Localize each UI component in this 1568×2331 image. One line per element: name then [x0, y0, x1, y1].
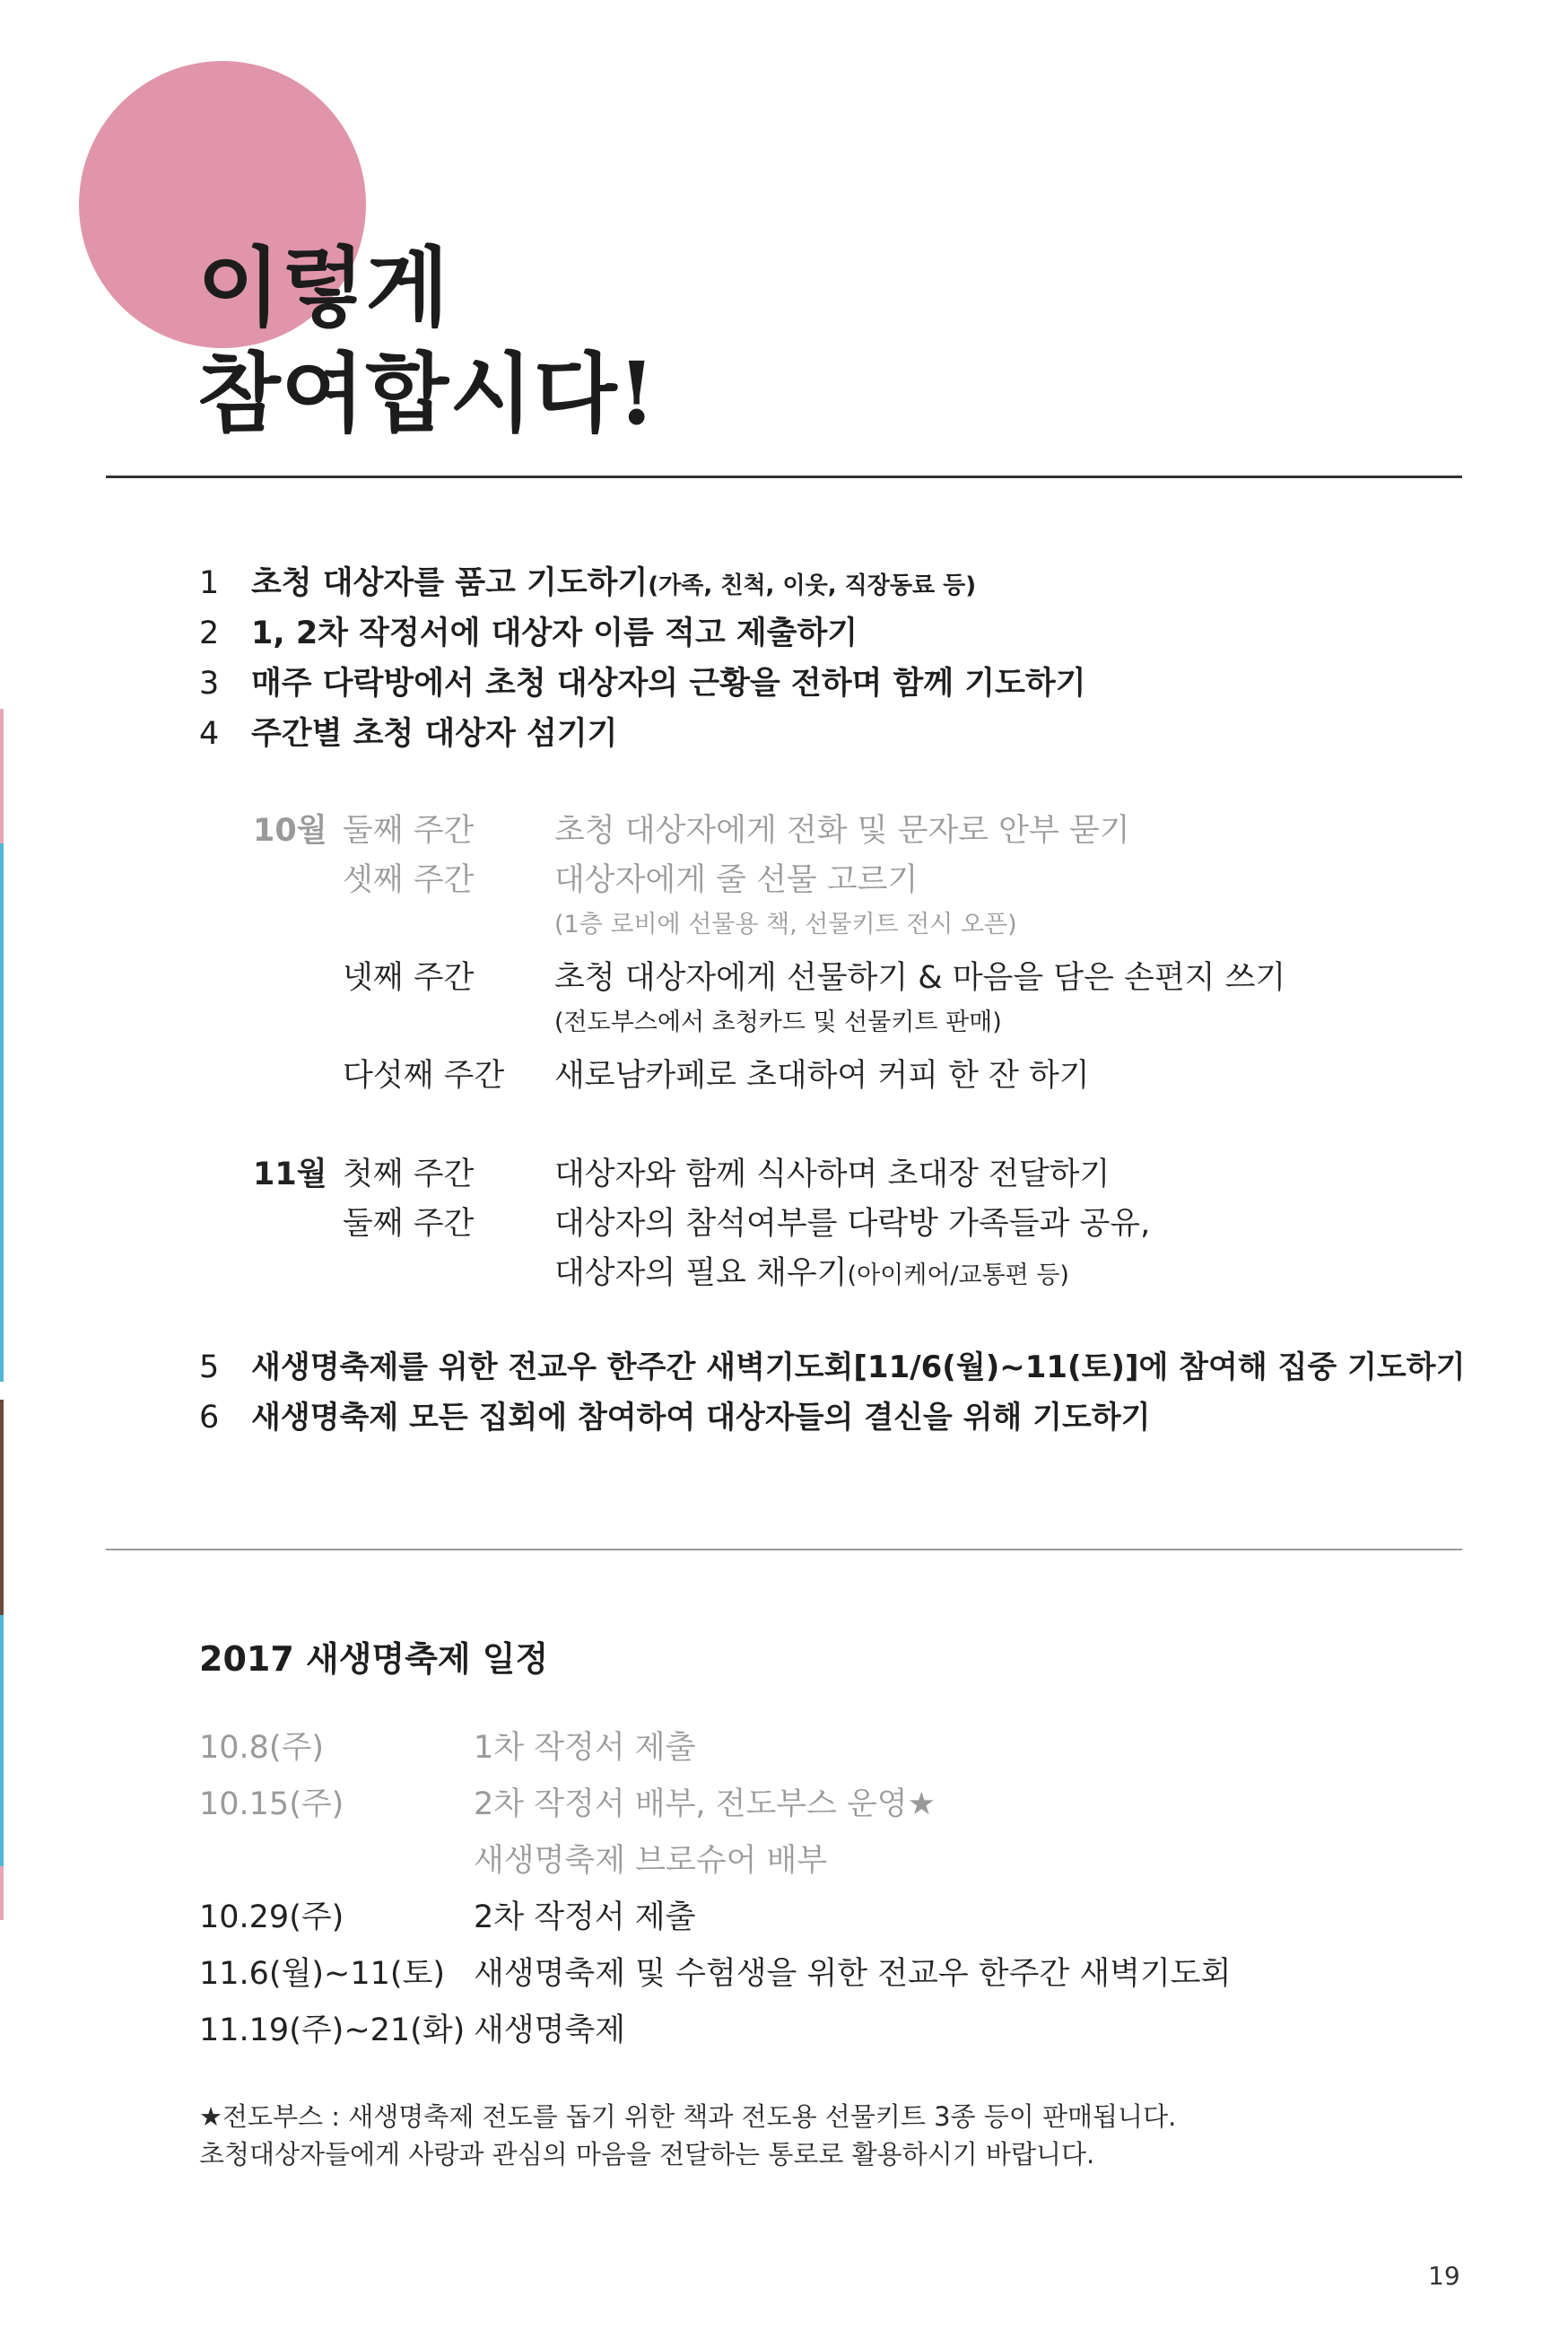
- edge-bar-brown: [0, 1400, 4, 1615]
- step-item: [199, 709, 1473, 759]
- week-row: [253, 806, 1419, 855]
- step-text: 매주 다락방에서 초청 대상자의 근황을 전하며 함께 기도하기: [251, 666, 1086, 702]
- week-row: [253, 1199, 1419, 1248]
- week-desc: 초청 대상자에게 선물하기 & 마음을 담은 손편지 쓰기: [554, 960, 1286, 996]
- week-row: [253, 855, 1419, 904]
- page-number: 19: [1428, 2261, 1460, 2291]
- step-number: 2: [199, 615, 220, 651]
- schedule-row: [199, 1723, 1455, 1779]
- week-row: [253, 1051, 1419, 1100]
- week-label: 다섯째 주간: [343, 1058, 505, 1094]
- week-desc: 대상자의 참석여부를 다락방 가족들과 공유,: [554, 1206, 1151, 1242]
- week-label: 넷째 주간: [343, 960, 475, 996]
- week-month: 11월: [253, 1157, 327, 1192]
- step-note: (가족, 친척, 이웃, 직장동료 등): [648, 572, 977, 599]
- schedule-event: 새생명축제 브로슈어 배부: [474, 1843, 828, 1879]
- footnote-line-1: ★전도부스 : 새생명축제 전도를 돕기 위한 책과 전도용 선물키트 3종 등이 판매됩니다.: [199, 2101, 1177, 2132]
- week-desc: 대상자와 함께 식사하며 초대장 전달하기: [554, 1157, 1111, 1192]
- schedule-title: 2017 새생명축제 일정: [199, 1639, 549, 1679]
- edge-bar-pink-2: [0, 1866, 4, 1920]
- edge-bar-blue-2: [0, 1615, 4, 1866]
- week-row: [253, 1002, 1419, 1051]
- week-label: 둘째 주간: [343, 813, 475, 849]
- page-title-line-1: 이렇게: [197, 237, 450, 338]
- week-month: 10월: [253, 813, 327, 849]
- schedule-date: 10.29(주): [199, 1899, 344, 1935]
- schedule-event: 새생명축제: [474, 2012, 626, 2048]
- week-row: [253, 1248, 1419, 1297]
- step-item: [199, 558, 1473, 608]
- step-number: 5: [199, 1349, 220, 1385]
- schedule-event: 새생명축제 및 수험생을 위한 전교우 한주간 새벽기도회: [474, 1956, 1232, 1992]
- schedule-row: [199, 1892, 1455, 1949]
- schedule-list: [199, 1723, 1455, 2062]
- step-text: 초청 대상자를 품고 기도하기: [251, 565, 649, 601]
- step-text: 새생명축제를 위한 전교우 한주간 새벽기도회[11/6(월)~11(토)]에 참여해 집중 기도하기: [251, 1349, 1466, 1385]
- participation-steps: [199, 558, 1473, 759]
- week-row: [253, 904, 1419, 953]
- schedule-date: 11.19(주)~21(화): [199, 2012, 466, 2048]
- week-label: 첫째 주간: [343, 1157, 475, 1192]
- schedule-date: 10.8(주): [199, 1730, 325, 1766]
- week-label: 둘째 주간: [343, 1206, 475, 1242]
- step-number: 1: [199, 565, 220, 601]
- week-desc: [554, 1248, 1419, 1293]
- schedule-row: [199, 2005, 1455, 2062]
- week-label: 셋째 주간: [343, 862, 475, 898]
- week-desc: (1층 로비에 선물용 책, 선물키트 전시 오픈): [554, 911, 1017, 939]
- step-number: 3: [199, 666, 220, 702]
- schedule-event: 2차 작정서 배부, 전도부스 운영★: [474, 1786, 936, 1822]
- week-row: [253, 1149, 1419, 1199]
- page-title-line-2: 참여합시다!: [197, 343, 657, 444]
- edge-bar-blue: [0, 843, 4, 1382]
- step-item: [199, 659, 1473, 709]
- page-title: [197, 235, 657, 447]
- step-text: 주간별 초청 대상자 섬기기: [251, 716, 618, 752]
- week-desc: 초청 대상자에게 전화 및 문자로 안부 묻기: [554, 813, 1130, 849]
- footnote-line-2: 초청대상자들에게 사랑과 관심의 마음을 전달하는 통로로 활용하시기 바랍니다.: [199, 2139, 1095, 2169]
- schedule-row: [199, 1836, 1455, 1892]
- step-item: [199, 1342, 1491, 1392]
- week-desc-text: 대상자의 필요 채우기: [554, 1255, 848, 1291]
- schedule-date: 10.15(주): [199, 1786, 344, 1822]
- footnote: [199, 2098, 1176, 2173]
- step-text: 1, 2차 작정서에 대상자 이름 적고 제출하기: [251, 615, 858, 651]
- week-desc: 대상자에게 줄 선물 고르기: [554, 862, 919, 898]
- schedule-row: [199, 1949, 1455, 2005]
- step-item: [199, 608, 1473, 659]
- participation-steps-continued: [199, 1342, 1491, 1443]
- week-row: [253, 953, 1419, 1002]
- week-desc: 새로남카페로 초대하여 커피 한 잔 하기: [554, 1058, 1090, 1094]
- weekly-plan: [253, 806, 1419, 1297]
- section-divider: [106, 1549, 1462, 1550]
- week-desc: (전도부스에서 초청카드 및 선물키트 판매): [554, 1008, 1002, 1036]
- edge-bar-pink: [0, 709, 4, 843]
- title-divider: [106, 476, 1462, 478]
- step-number: 6: [199, 1400, 220, 1436]
- schedule-event: 2차 작정서 제출: [474, 1899, 696, 1935]
- schedule-row: [199, 1779, 1455, 1836]
- week-desc-note: (아이케어/교통편 등): [847, 1262, 1069, 1289]
- step-number: 4: [199, 716, 220, 752]
- schedule-date: 11.6(월)~11(토): [199, 1956, 446, 1992]
- schedule-event: 1차 작정서 제출: [474, 1730, 696, 1766]
- step-text: 새생명축제 모든 집회에 참여하여 대상자들의 결신을 위해 기도하기: [251, 1400, 1151, 1436]
- step-item: [199, 1392, 1491, 1443]
